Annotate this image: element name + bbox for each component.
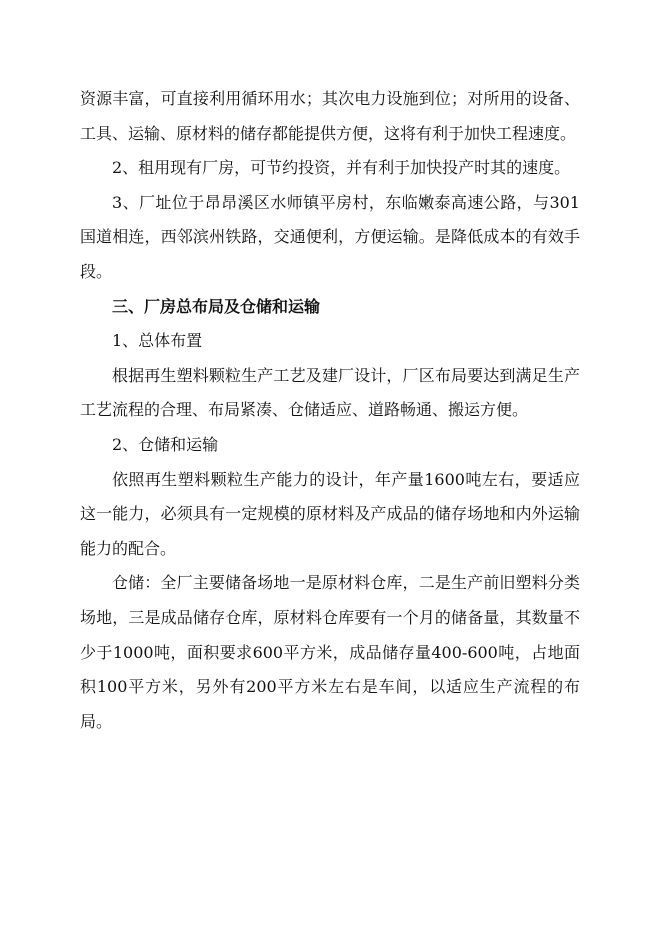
subheading-overall-layout: 1、总体布置: [112, 331, 203, 351]
document-body: [80, 82, 580, 739]
subheading-storage-transport: 2、仓储和运输: [112, 434, 219, 454]
paragraph-capacity: 依照再生塑料颗粒生产能力的设计，年产量1600吨左右，要适应这一能力，必须具有一定规模的原材料及产成品的储存场地和内外运输能力的配合。: [80, 469, 580, 558]
paragraph-overall-layout: 根据再生塑料颗粒生产工艺及建厂设计，厂区布局要达到满足生产工艺流程的合理、布局紧凑、仓储适应、道路畅通、搬运方便。: [80, 365, 580, 420]
section-heading-layout: 三、厂房总布局及仓储和运输: [112, 296, 321, 316]
paragraph-resources-continued: 资源丰富，可直接利用循环用水；其次电力设施到位；对所用的设备、工具、运输、原材料的储存都能提供方便，这将有利于加快工程速度。: [80, 89, 580, 143]
paragraph-storage: 仓储：全厂主要储备场地一是原材料仓库，二是生产前旧塑料分类场地，三是成品储存仓库，原材料仓库要有一个月的储备量，其数量不少于1000吨，面积要求600平方米，成品储存量400-600吨，占地面积100平方米，另外有200平方米左右是车间，以适应生产流程的布局。: [80, 573, 580, 731]
paragraph-factory-location: 3、厂址位于昂昂溪区水师镇平房村，东临嫩泰高速公路，与301国道相连，西邻滨州铁路，交通便利，方便运输。是降低成本的有效手段。: [80, 192, 580, 281]
paragraph-rent-factory: 2、租用现有厂房，可节约投资，并有利于加快投产时其的速度。: [112, 158, 571, 178]
